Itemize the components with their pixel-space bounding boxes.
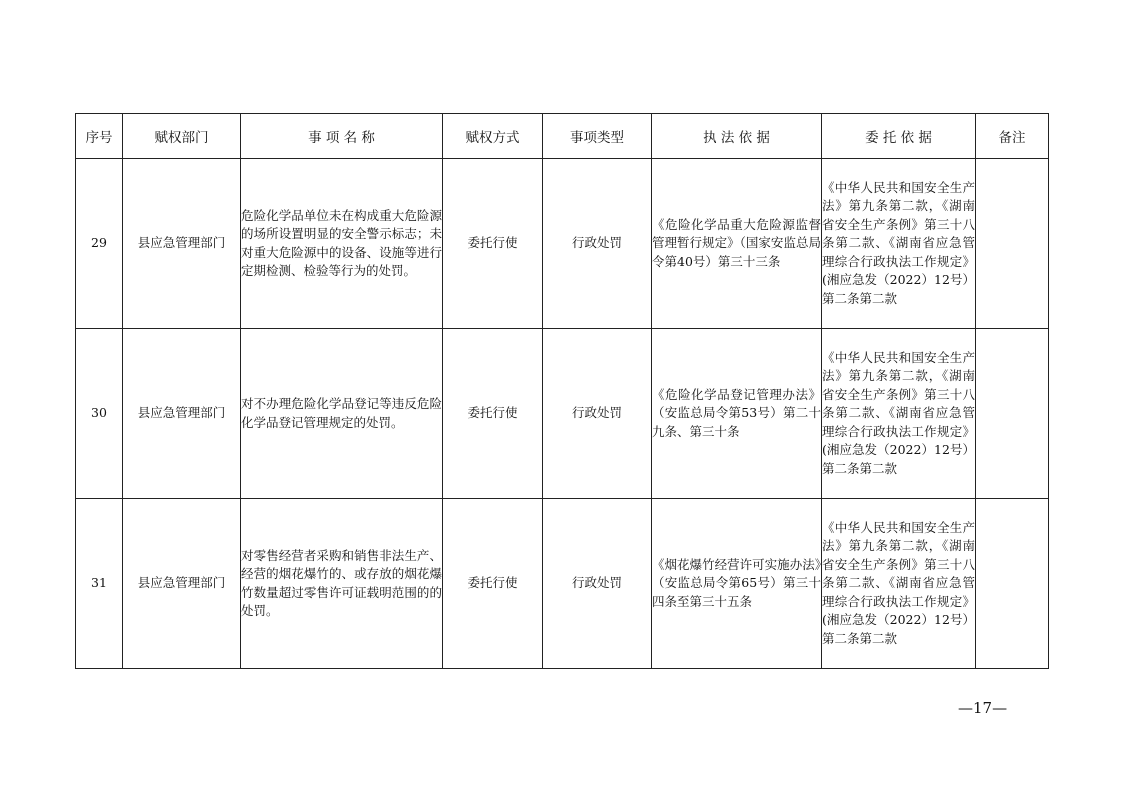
cell-legal-basis: 《危险化学品重大危险源监督管理暂行规定》（国家安监总局令第40号）第三十三条	[652, 159, 822, 329]
cell-serial: 29	[76, 159, 123, 329]
header-serial: 序号	[76, 114, 123, 159]
header-method: 赋权方式	[443, 114, 543, 159]
header-item-name: 事 项 名 称	[241, 114, 443, 159]
header-remark: 备注	[976, 114, 1049, 159]
cell-entrust-basis: 《中华人民共和国安全生产法》第九条第二款，《湖南省安全生产条例》第三十八条第二款、《湖南省应急管理综合行政执法工作规定》(湘应急发（2022）12号）第二条第二款	[822, 499, 976, 669]
header-item-type: 事项类型	[543, 114, 652, 159]
cell-method: 委托行使	[443, 159, 543, 329]
cell-entrust-basis: 《中华人民共和国安全生产法》第九条第二款，《湖南省安全生产条例》第三十八条第二款、《湖南省应急管理综合行政执法工作规定》(湘应急发（2022）12号）第二条第二款	[822, 329, 976, 499]
header-department: 赋权部门	[123, 114, 241, 159]
cell-item-type: 行政处罚	[543, 499, 652, 669]
table-header-row	[76, 114, 1049, 159]
cell-item-name: 危险化学品单位未在构成重大危险源的场所设置明显的安全警示标志；未对重大危险源中的设备、设施等进行定期检测、检验等行为的处罚。	[241, 159, 443, 329]
cell-item-type: 行政处罚	[543, 329, 652, 499]
cell-department: 县应急管理部门	[123, 159, 241, 329]
cell-method: 委托行使	[443, 329, 543, 499]
cell-method: 委托行使	[443, 499, 543, 669]
cell-item-name: 对零售经营者采购和销售非法生产、经营的烟花爆竹的、或存放的烟花爆竹数量超过零售许可证载明范围的的处罚。	[241, 499, 443, 669]
table-row	[76, 499, 1049, 669]
cell-entrust-basis: 《中华人民共和国安全生产法》第九条第二款，《湖南省安全生产条例》第三十八条第二款、《湖南省应急管理综合行政执法工作规定》(湘应急发（2022）12号）第二条第二款	[822, 159, 976, 329]
header-legal-basis: 执 法 依 据	[652, 114, 822, 159]
cell-legal-basis: 《烟花爆竹经营许可实施办法》（安监总局令第65号）第三十四条至第三十五条	[652, 499, 822, 669]
cell-remark	[976, 329, 1049, 499]
table-row	[76, 159, 1049, 329]
cell-item-type: 行政处罚	[543, 159, 652, 329]
authorization-table	[75, 113, 1049, 669]
cell-item-name: 对不办理危险化学品登记等违反危险化学品登记管理规定的处罚。	[241, 329, 443, 499]
table-row	[76, 329, 1049, 499]
cell-serial: 30	[76, 329, 123, 499]
cell-serial: 31	[76, 499, 123, 669]
cell-legal-basis: 《危险化学品登记管理办法》（安监总局令第53号）第二十九条、第三十条	[652, 329, 822, 499]
cell-department: 县应急管理部门	[123, 499, 241, 669]
header-entrust-basis: 委 托 依 据	[822, 114, 976, 159]
cell-remark	[976, 159, 1049, 329]
cell-department: 县应急管理部门	[123, 329, 241, 499]
page-number: —17—	[958, 699, 1008, 717]
cell-remark	[976, 499, 1049, 669]
